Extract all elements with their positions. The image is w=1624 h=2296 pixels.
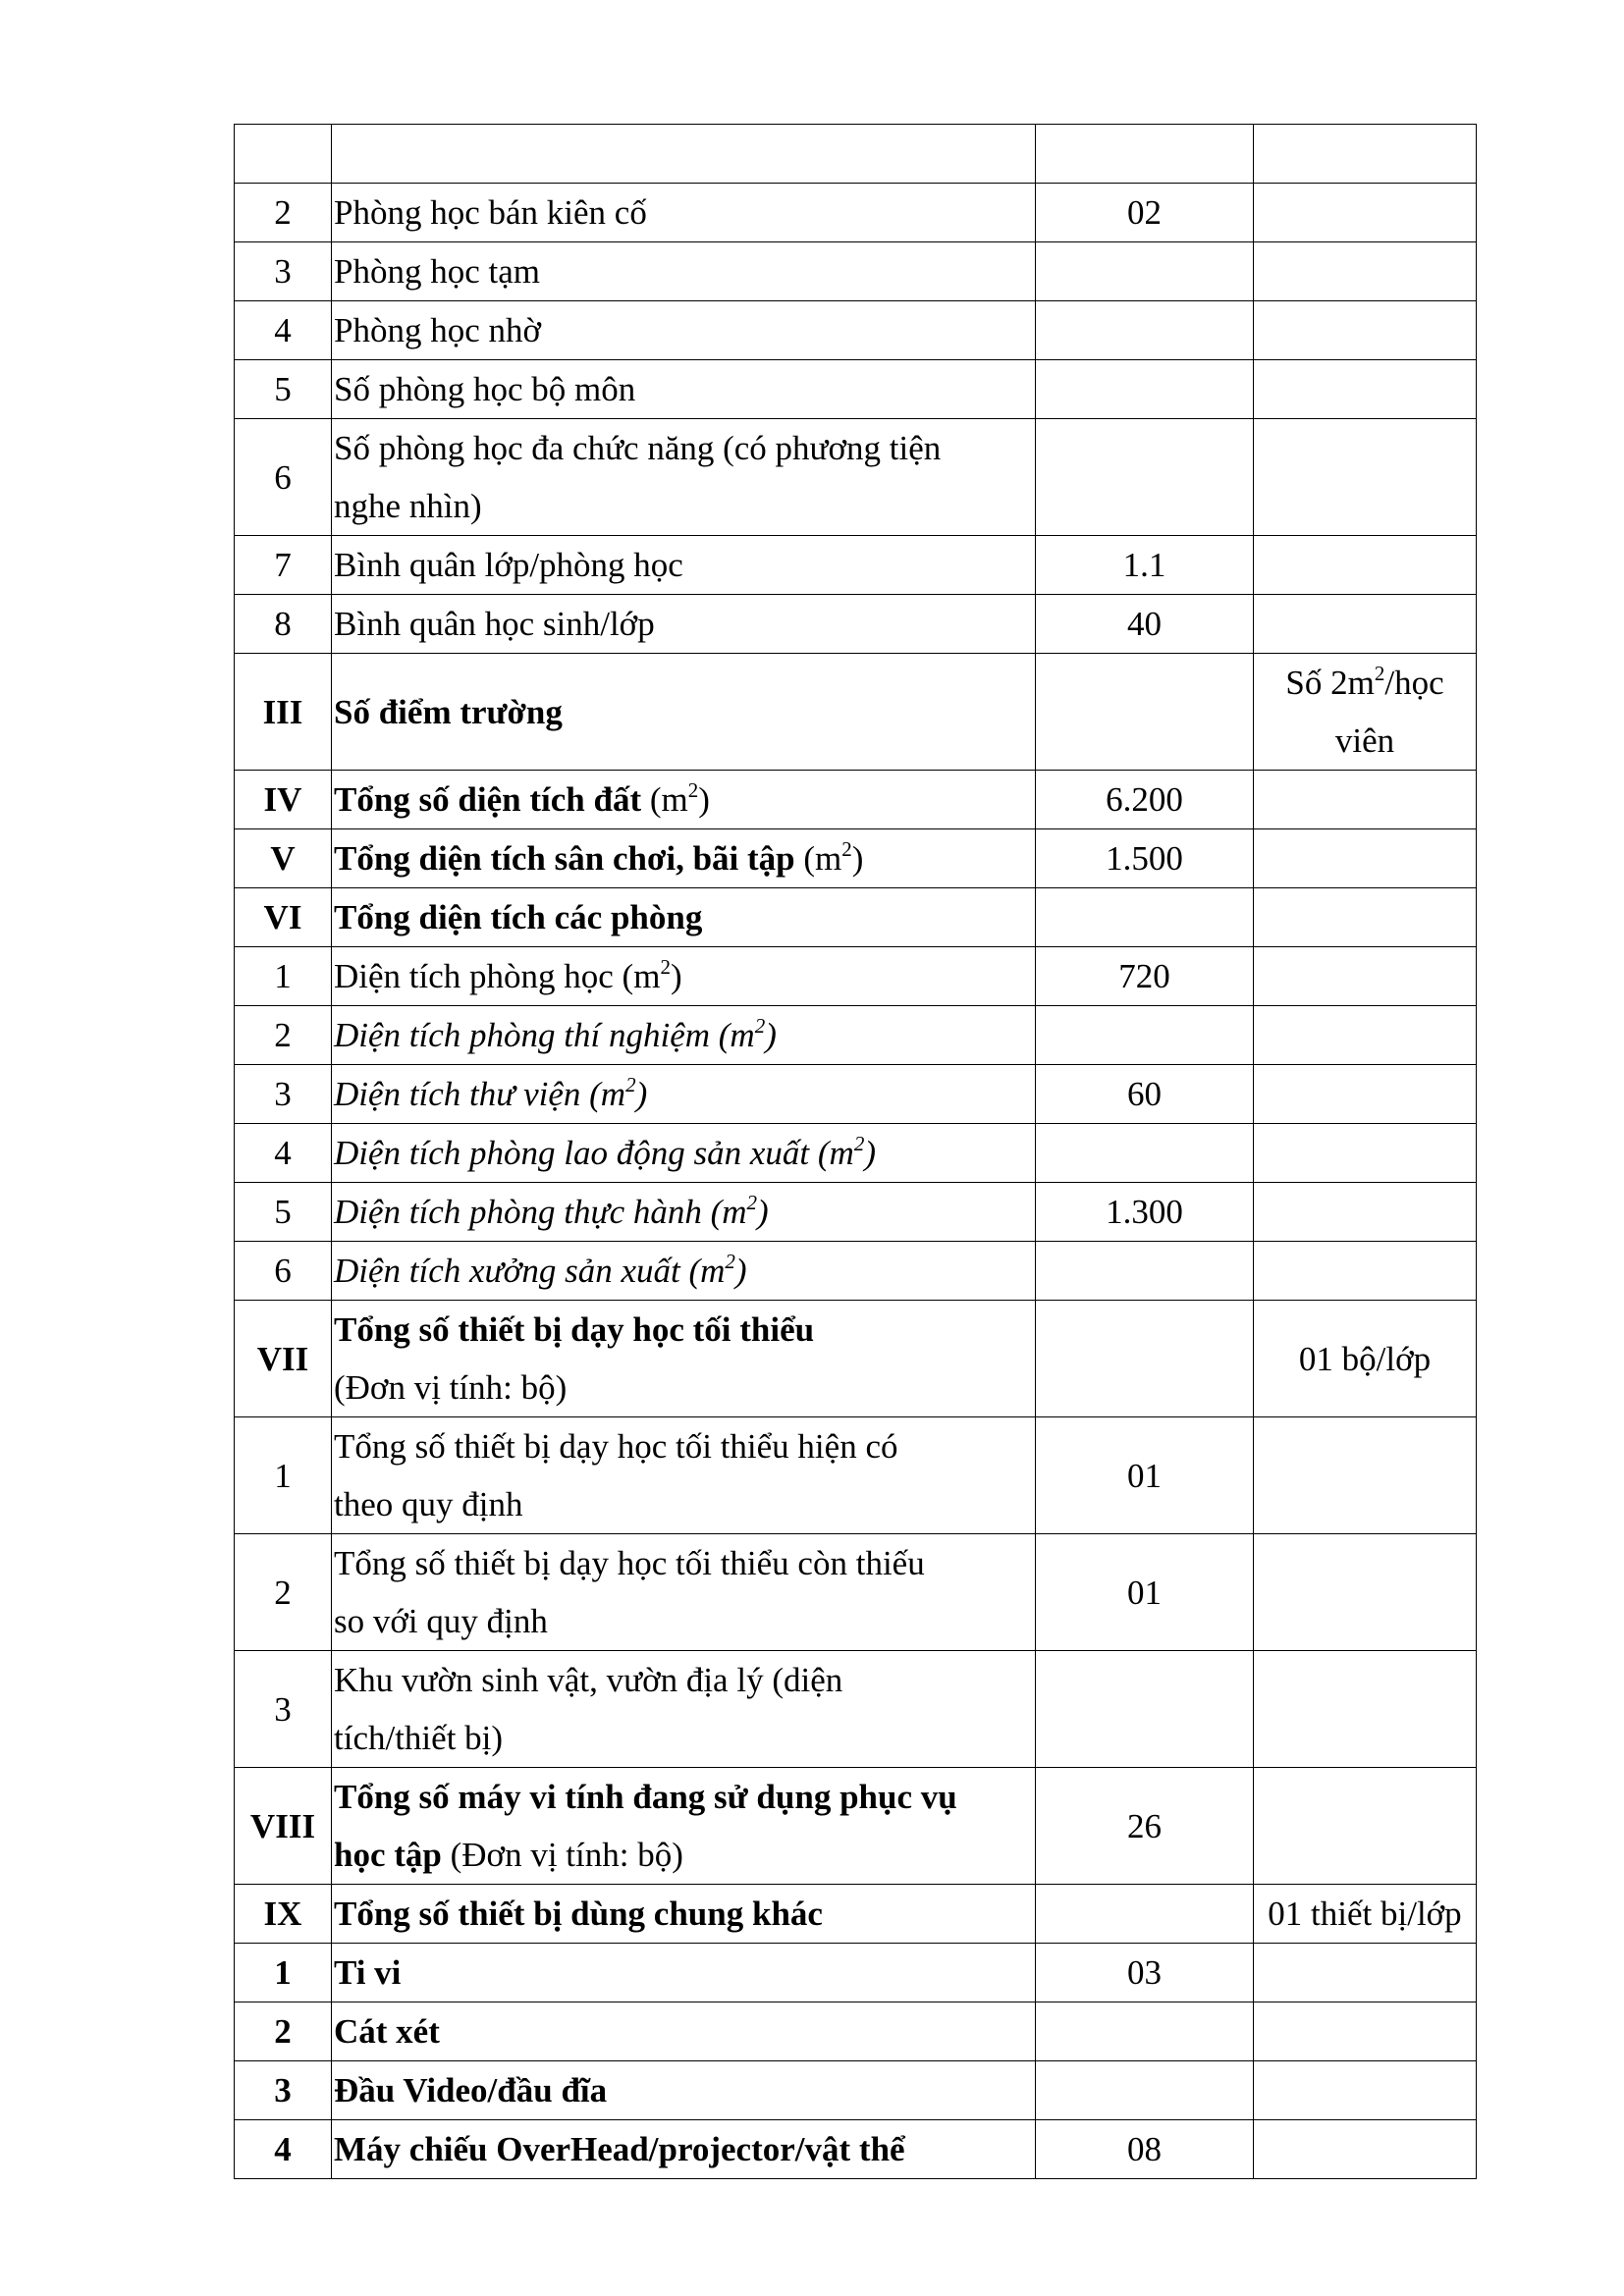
row-label-line2: (Đơn vị tính: bộ): [334, 1368, 568, 1407]
row-label: Máy chiếu OverHead/projector/vật thể: [332, 2120, 1036, 2179]
row-number: VIII: [235, 1768, 332, 1885]
row-number: 2: [235, 1534, 332, 1651]
row-note: [1254, 2120, 1477, 2179]
row-label: [332, 1301, 1036, 1417]
row-note: [1254, 829, 1477, 888]
row-note: [1254, 595, 1477, 654]
table-row: [235, 654, 1477, 771]
row-label: [332, 419, 1036, 536]
note-text: Số 2m: [1285, 664, 1375, 702]
row-note: 01 bộ/lớp: [1254, 1301, 1477, 1417]
row-label-bold-line2: học tập: [334, 1836, 442, 1874]
row-label: [332, 1124, 1036, 1183]
unit-close: ): [635, 1075, 648, 1113]
row-value: 08: [1036, 2120, 1254, 2179]
row-note: [1254, 1534, 1477, 1651]
row-number: VII: [235, 1301, 332, 1417]
unit-text: (m: [794, 839, 842, 878]
row-note: [1254, 1065, 1477, 1124]
table-row: [235, 125, 1477, 184]
table-row: [235, 2061, 1477, 2120]
row-label-bold: Tổng số diện tích đất: [334, 780, 642, 819]
row-note: [1254, 1124, 1477, 1183]
row-label: [332, 1242, 1036, 1301]
row-number: 6: [235, 419, 332, 536]
table-row: [235, 2002, 1477, 2061]
note-text: /học: [1384, 664, 1444, 702]
facilities-table: [234, 124, 1477, 2179]
table-row: [235, 419, 1477, 536]
table-row: [235, 1885, 1477, 1944]
row-label: Bình quân học sinh/lớp: [332, 595, 1036, 654]
row-number: 2: [235, 1006, 332, 1065]
unit-text: (m: [641, 780, 688, 819]
row-note: [1254, 301, 1477, 360]
row-number: IX: [235, 1885, 332, 1944]
superscript: 2: [687, 778, 699, 803]
row-label-bold: Tổng số thiết bị dạy học tối thiểu: [334, 1310, 815, 1349]
row-note: [1254, 1651, 1477, 1768]
table-row: [235, 1183, 1477, 1242]
row-label-text: Diện tích phòng học (m: [334, 957, 661, 995]
row-label-line2: nghe nhìn): [334, 487, 482, 525]
row-note: [1254, 536, 1477, 595]
row-number: 1: [235, 947, 332, 1006]
row-label: [332, 1768, 1036, 1885]
row-number: 2: [235, 2002, 332, 2061]
row-number: 8: [235, 595, 332, 654]
row-label-line1: Số phòng học đa chức năng (có phương tiện: [334, 429, 942, 467]
row-value: [1036, 360, 1254, 419]
superscript: 2: [725, 1250, 735, 1274]
table-row: [235, 1065, 1477, 1124]
table-row: [235, 301, 1477, 360]
row-note: [1254, 654, 1477, 771]
row-number: 6: [235, 1242, 332, 1301]
superscript: 2: [660, 955, 671, 980]
row-number: 1: [235, 1944, 332, 2002]
table-row: [235, 1242, 1477, 1301]
row-label: Ti vi: [332, 1944, 1036, 2002]
row-label: [332, 1006, 1036, 1065]
unit-close: ): [734, 1252, 747, 1290]
row-value: 40: [1036, 595, 1254, 654]
row-label: Số phòng học bộ môn: [332, 360, 1036, 419]
row-value: 1.1: [1036, 536, 1254, 595]
table-row: [235, 184, 1477, 242]
table-row: [235, 1944, 1477, 2002]
note-text-line2: viên: [1334, 721, 1395, 760]
row-note: [1254, 2061, 1477, 2120]
row-value: [1036, 301, 1254, 360]
row-label: [332, 1183, 1036, 1242]
table-row: [235, 771, 1477, 829]
row-note: [1254, 1944, 1477, 2002]
row-label-line2: theo quy định: [334, 1485, 523, 1523]
row-note: [1254, 1417, 1477, 1534]
row-note: [1254, 360, 1477, 419]
table-row: [235, 536, 1477, 595]
row-number: [235, 125, 332, 184]
row-note: [1254, 1006, 1477, 1065]
row-number: VI: [235, 888, 332, 947]
table-row: [235, 1006, 1477, 1065]
row-value: [1036, 2061, 1254, 2120]
row-value: 60: [1036, 1065, 1254, 1124]
row-value: [1036, 1651, 1254, 1768]
row-label: Bình quân lớp/phòng học: [332, 536, 1036, 595]
row-value: [1036, 242, 1254, 301]
row-value: 01: [1036, 1534, 1254, 1651]
row-value: 1.500: [1036, 829, 1254, 888]
row-label: Tổng số thiết bị dùng chung khác: [332, 1885, 1036, 1944]
row-value: 26: [1036, 1768, 1254, 1885]
row-note: [1254, 125, 1477, 184]
row-label-line1: Tổng số thiết bị dạy học tối thiểu hiện có: [334, 1427, 898, 1466]
unit-close: ): [757, 1193, 769, 1231]
row-number: 5: [235, 360, 332, 419]
row-note: [1254, 419, 1477, 536]
table-row: [235, 360, 1477, 419]
row-label: [332, 771, 1036, 829]
row-label-line2: (Đơn vị tính: bộ): [441, 1836, 683, 1874]
row-value: [1036, 888, 1254, 947]
row-label: Tổng diện tích các phòng: [332, 888, 1036, 947]
table-row: [235, 829, 1477, 888]
superscript: 2: [841, 837, 852, 862]
row-value: [1036, 125, 1254, 184]
row-label: Cát xét: [332, 2002, 1036, 2061]
superscript: 2: [754, 1014, 766, 1039]
row-note: [1254, 888, 1477, 947]
row-value: 02: [1036, 184, 1254, 242]
row-label: [332, 1065, 1036, 1124]
row-note: [1254, 771, 1477, 829]
row-label-text: Diện tích phòng lao động sản xuất (m: [334, 1134, 854, 1172]
row-number: 3: [235, 1065, 332, 1124]
row-number: 5: [235, 1183, 332, 1242]
row-value: 01: [1036, 1417, 1254, 1534]
row-value: [1036, 2002, 1254, 2061]
row-value: 6.200: [1036, 771, 1254, 829]
row-number: 2: [235, 184, 332, 242]
row-label-line1: Tổng số thiết bị dạy học tối thiểu còn thiếu: [334, 1544, 925, 1582]
table-row: [235, 1124, 1477, 1183]
row-label: Phòng học nhờ: [332, 301, 1036, 360]
table-row: [235, 1417, 1477, 1534]
row-number: 3: [235, 2061, 332, 2120]
row-number: 3: [235, 242, 332, 301]
row-label-text: Diện tích thư viện (m: [334, 1075, 626, 1113]
row-number: IV: [235, 771, 332, 829]
row-value: [1036, 1885, 1254, 1944]
table-row: [235, 1651, 1477, 1768]
superscript: 2: [853, 1132, 865, 1156]
row-number: 4: [235, 1124, 332, 1183]
row-value: [1036, 1301, 1254, 1417]
row-label: Đầu Video/đầu đĩa: [332, 2061, 1036, 2120]
table-row: [235, 947, 1477, 1006]
row-value: [1036, 1242, 1254, 1301]
row-value: 720: [1036, 947, 1254, 1006]
table-row: [235, 595, 1477, 654]
superscript: 2: [625, 1073, 636, 1097]
row-label-line1: Khu vườn sinh vật, vườn địa lý (diện: [334, 1661, 843, 1699]
row-label-text: Diện tích phòng thí nghiệm (m: [334, 1016, 755, 1054]
row-number: 7: [235, 536, 332, 595]
row-note: [1254, 1183, 1477, 1242]
row-note: [1254, 1242, 1477, 1301]
row-number: 4: [235, 2120, 332, 2179]
row-label-line2: tích/thiết bị): [334, 1719, 504, 1757]
row-label-bold: Tổng diện tích sân chơi, bãi tập: [334, 839, 795, 878]
row-number: 3: [235, 1651, 332, 1768]
row-number: V: [235, 829, 332, 888]
row-note: [1254, 947, 1477, 1006]
row-label-bold: Tổng số máy vi tính đang sử dụng phục vụ: [334, 1778, 957, 1816]
row-value: [1036, 419, 1254, 536]
table-row: [235, 1768, 1477, 1885]
row-number: III: [235, 654, 332, 771]
row-value: 03: [1036, 1944, 1254, 2002]
unit-close: ): [698, 780, 710, 819]
table-row: [235, 242, 1477, 301]
row-label: [332, 1534, 1036, 1651]
row-label: [332, 1651, 1036, 1768]
row-label-text: Diện tích xưởng sản xuất (m: [334, 1252, 726, 1290]
row-number: 1: [235, 1417, 332, 1534]
table-row: [235, 1301, 1477, 1417]
row-number: 4: [235, 301, 332, 360]
row-label-line2: so với quy định: [334, 1602, 548, 1640]
row-note: [1254, 184, 1477, 242]
row-label: [332, 125, 1036, 184]
row-label: Phòng học tạm: [332, 242, 1036, 301]
row-note: [1254, 242, 1477, 301]
superscript: 2: [1374, 662, 1385, 686]
unit-close: ): [851, 839, 864, 878]
row-value: 1.300: [1036, 1183, 1254, 1242]
row-note: [1254, 1768, 1477, 1885]
superscript: 2: [746, 1191, 758, 1215]
unit-close: ): [864, 1134, 876, 1172]
row-note: [1254, 2002, 1477, 2061]
table-row: [235, 888, 1477, 947]
table-row: [235, 2120, 1477, 2179]
row-label: [332, 829, 1036, 888]
row-value: [1036, 1124, 1254, 1183]
row-value: [1036, 654, 1254, 771]
row-label: [332, 1417, 1036, 1534]
row-note: 01 thiết bị/lớp: [1254, 1885, 1477, 1944]
row-label-text: Diện tích phòng thực hành (m: [334, 1193, 747, 1231]
row-value: [1036, 1006, 1254, 1065]
row-label: Số điểm trường: [332, 654, 1036, 771]
row-label: [332, 947, 1036, 1006]
table-row: [235, 1534, 1477, 1651]
row-label: Phòng học bán kiên cố: [332, 184, 1036, 242]
unit-close: ): [765, 1016, 777, 1054]
unit-close: ): [670, 957, 682, 995]
